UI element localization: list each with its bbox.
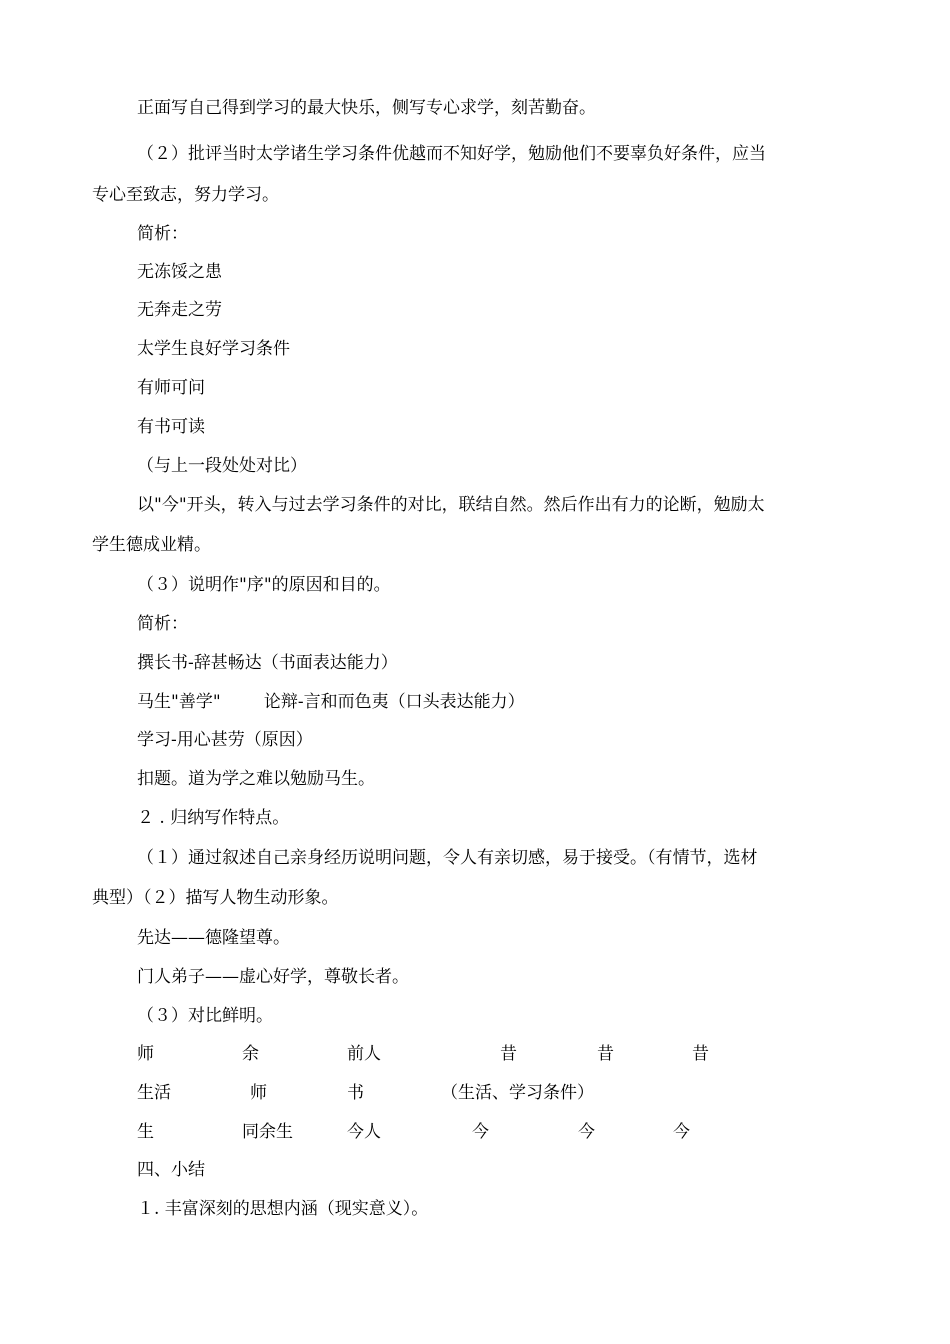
text-line-1: 正面写自己得到学习的最大快乐，侧写专心求学，刻苦勤奋。 <box>137 98 596 118</box>
comparison-cell: 生活 <box>137 1083 171 1103</box>
text-line-5: 无冻馁之患 <box>137 262 222 282</box>
comparison-cell: 前人 <box>347 1044 381 1064</box>
text-line-24: （３）对比鲜明。 <box>137 1006 273 1026</box>
comparison-cell: 生 <box>137 1122 154 1142</box>
comparison-cell: 师 <box>137 1044 154 1064</box>
comparison-cell: 今 <box>578 1122 595 1142</box>
text-line-22: 先达——德隆望尊。 <box>137 928 290 948</box>
text-line-20: （１）通过叙述自己亲身经历说明问题，令人有亲切感，易于接受。（有情节，选材 <box>137 848 758 868</box>
comparison-cell: 师 <box>250 1083 267 1103</box>
text-line-18: 扣题。道为学之难以勉励马生。 <box>137 769 375 789</box>
comparison-cell: 今 <box>673 1122 690 1142</box>
comparison-cell: 昔 <box>597 1044 614 1064</box>
text-line-8: 有师可问 <box>137 378 205 398</box>
comparison-cell: 同余生 <box>242 1122 293 1142</box>
text-line-15: 撰长书-辞甚畅达（书面表达能力） <box>137 653 398 673</box>
summary-heading: 四、小结 <box>137 1160 205 1180</box>
text-line-6: 无奔走之劳 <box>137 300 222 320</box>
comparison-cell: （生活、学习条件） <box>441 1083 594 1103</box>
text-line-10: （与上一段处处对比） <box>137 456 307 476</box>
text-line-19: ２ . 归纳写作特点。 <box>137 808 290 828</box>
text-line-16: 马生"善学" 论辩-言和而色夷（口头表达能力） <box>137 692 525 712</box>
comparison-cell: 今人 <box>347 1122 381 1142</box>
text-line-13: （３）说明作"序"的原因和目的。 <box>137 575 391 595</box>
text-line-7: 太学生良好学习条件 <box>137 339 290 359</box>
text-line-12: 学生德成业精。 <box>92 535 211 555</box>
comparison-cell: 今 <box>472 1122 489 1142</box>
text-line-21: 典型）（２）描写人物生动形象。 <box>92 888 339 908</box>
text-line-17: 学习-用心甚劳（原因） <box>137 730 313 750</box>
text-line-9: 有书可读 <box>137 417 205 437</box>
comparison-cell: 书 <box>347 1083 364 1103</box>
summary-item-1: １. 丰富深刻的思想内涵（现实意义）。 <box>137 1199 429 1219</box>
comparison-cell: 余 <box>242 1044 259 1064</box>
text-line-11: 以"今"开头，转入与过去学习条件的对比，联结自然。然后作出有力的论断，勉励太 <box>137 495 765 515</box>
text-line-14: 简析： <box>137 614 188 634</box>
text-line-3: 专心至致志，努力学习。 <box>92 185 279 205</box>
text-line-23: 门人弟子——虚心好学，尊敬长者。 <box>137 967 409 987</box>
comparison-cell: 昔 <box>500 1044 517 1064</box>
text-line-4: 简析： <box>137 224 188 244</box>
comparison-cell: 昔 <box>692 1044 709 1064</box>
text-line-2: （２）批评当时太学诸生学习条件优越而不知好学，勉励他们不要辜负好条件，应当 <box>137 144 766 164</box>
